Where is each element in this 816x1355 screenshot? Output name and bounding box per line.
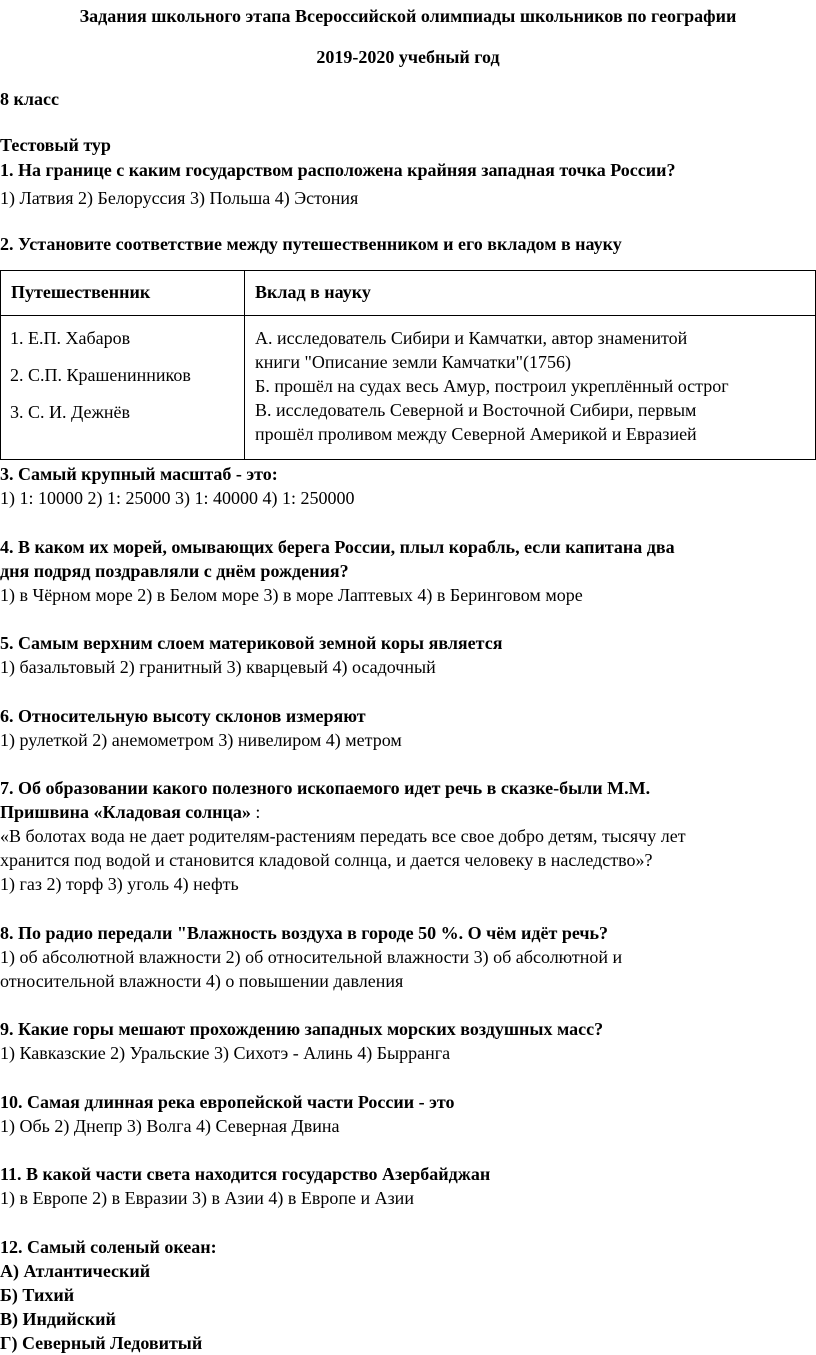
document-title: Задания школьного этапа Всероссийской олимпиады школьников по географии xyxy=(79,6,737,26)
contribution-c-line-2: прошёл проливом между Северной Америкой и Евразией xyxy=(255,424,697,444)
matching-table xyxy=(0,270,816,460)
contribution-a-line-2: книги "Описание земли Камчатки"(1756) xyxy=(255,352,572,372)
question-5-answers: 1) базальтовый 2) гранитный 3) кварцевый 4) осадочный xyxy=(0,657,436,677)
question-12-title: 12. Самый соленый океан: xyxy=(0,1237,217,1257)
academic-year: 2019-2020 учебный год xyxy=(316,47,500,67)
question-9-answers: 1) Кавказские 2) Уральские 3) Сихотэ - Алинь 4) Бырранга xyxy=(0,1043,451,1063)
question-11-answers: 1) в Европе 2) в Евразии 3) в Азии 4) в Европе и Азии xyxy=(0,1188,414,1208)
question-7-answers: 1) газ 2) торф 3) уголь 4) нефть xyxy=(0,874,239,894)
contribution-c-line-1: В. исследователь Северной и Восточной Сибири, первым xyxy=(255,400,697,420)
question-1-answers: 1) Латвия 2) Белоруссия 3) Польша 4) Эстония xyxy=(0,188,359,208)
question-11-title: 11. В какой части света находится государство Азербайджан xyxy=(0,1164,491,1184)
table-row xyxy=(1,316,816,460)
question-1-title: 1. На границе с каким государством расположена крайняя западная точка России? xyxy=(0,160,676,180)
question-6-answers: 1) рулеткой 2) анемометром 3) нивелиром 4) метром xyxy=(0,730,402,750)
question-8-answers-line-1: 1) об абсолютной влажности 2) об относительной влажности 3) об абсолютной и xyxy=(0,947,623,967)
question-6-title: 6. Относительную высоту склонов измеряют xyxy=(0,706,366,726)
table-header-row xyxy=(1,271,816,316)
question-9-title: 9. Какие горы мешают прохождению западных морских воздушных масс? xyxy=(0,1019,604,1039)
question-4-title-line-1: 4. В каком их морей, омывающих берега России, плыл корабль, если капитана два xyxy=(0,537,675,557)
question-8-title: 8. По радио передали "Влажность воздуха в городе 50 %. О чём идёт речь? xyxy=(0,923,609,943)
tour-label: Тестовый тур xyxy=(0,135,111,155)
question-12-option-a: А) Атлантический xyxy=(0,1261,151,1281)
table-header-traveler: Путешественник xyxy=(1,271,245,316)
question-2-title: 2. Установите соответствие между путешественником и его вкладом в науку xyxy=(0,234,622,254)
question-7-colon: : xyxy=(250,802,261,822)
question-7-title-line-1: 7. Об образовании какого полезного ископаемого идет речь в сказке-были М.М. xyxy=(0,778,651,798)
question-7-quote-line-2: хранится под водой и становится кладовой солнца, и дается человеку в наследство»? xyxy=(0,850,653,870)
question-10-title: 10. Самая длинная река европейской части России - это xyxy=(0,1092,455,1112)
question-4-title-line-2: дня подряд поздравляли с днём рождения? xyxy=(0,561,349,581)
question-3-answers: 1) 1: 10000 2) 1: 25000 3) 1: 40000 4) 1: 250000 xyxy=(0,488,355,508)
traveler-2: 2. С.П. Крашенинников xyxy=(10,365,191,385)
question-12-option-d: Г) Северный Ледовитый xyxy=(0,1333,203,1353)
travelers-cell xyxy=(1,316,245,460)
contribution-b: Б. прошёл на судах весь Амур, построил укреплённый острог xyxy=(255,376,729,396)
question-12-option-c: В) Индийский xyxy=(0,1309,116,1329)
grade-label: 8 класс xyxy=(0,89,59,109)
traveler-3: 3. С. И. Дежнёв xyxy=(10,402,131,422)
question-12-option-b: Б) Тихий xyxy=(0,1285,75,1305)
contribution-a-line-1: А. исследователь Сибири и Камчатки, автор знаменитой xyxy=(255,328,688,348)
question-7-quote-line-1: «В болотах вода не дает родителям-растениям передать все свое добро детям, тысячу лет xyxy=(0,826,686,846)
table-header-contribution: Вклад в науку xyxy=(245,271,816,316)
contributions-cell xyxy=(245,316,816,460)
question-8-answers-line-2: относительной влажности 4) о повышении давления xyxy=(0,971,404,991)
question-5-title: 5. Самым верхним слоем материковой земной коры является xyxy=(0,633,503,653)
traveler-1: 1. Е.П. Хабаров xyxy=(10,328,131,348)
question-4-answers: 1) в Чёрном море 2) в Белом море 3) в море Лаптевых 4) в Беринговом море xyxy=(0,585,583,605)
question-3-title: 3. Самый крупный масштаб - это: xyxy=(0,464,278,484)
question-7-story-name: Пришвина «Кладовая солнца» xyxy=(0,802,251,822)
question-10-answers: 1) Обь 2) Днепр 3) Волга 4) Северная Двина xyxy=(0,1116,340,1136)
question-7-title-line-2 xyxy=(0,800,260,824)
